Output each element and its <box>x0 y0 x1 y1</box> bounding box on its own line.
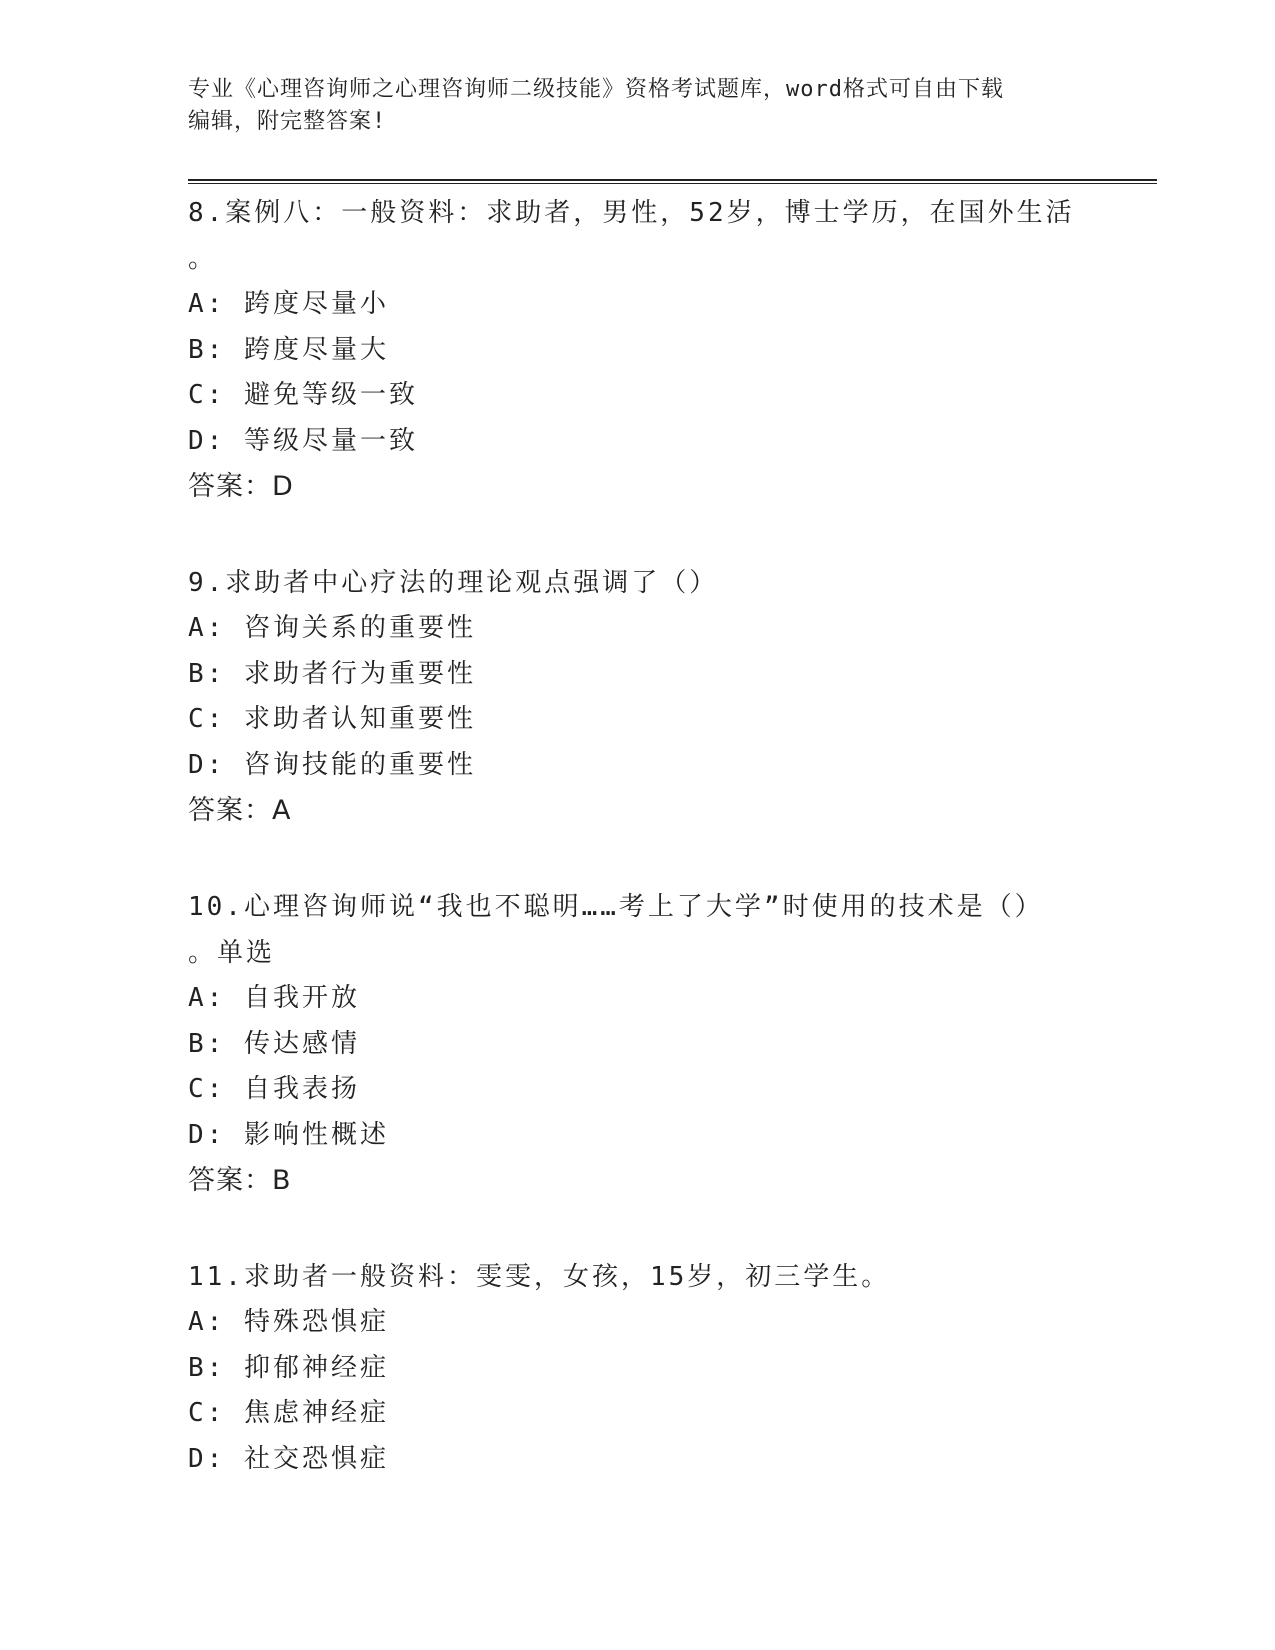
header-rule-thick <box>188 179 1157 181</box>
question-list <box>188 190 1108 1532</box>
question-text: 9.求助者中心疗法的理论观点强调了（） <box>188 568 719 598</box>
question-text-continued: 。 <box>188 244 218 274</box>
option-b: B: 传达感情 <box>188 1028 360 1059</box>
answer: 答案：B <box>188 1165 292 1196</box>
option-d: D: 社交恐惧症 <box>188 1443 389 1474</box>
question-10 <box>188 884 1108 1204</box>
option-c: C: 求助者认知重要性 <box>188 704 476 734</box>
option-c: C: 自我表扬 <box>188 1074 360 1104</box>
option-a: A: 自我开放 <box>188 983 360 1013</box>
answer: 答案：A <box>188 795 292 826</box>
question-text: 11.求助者一般资料：雯雯，女孩，15岁，初三学生。 <box>188 1262 891 1292</box>
answer: 答案：D <box>188 471 294 502</box>
option-c: C: 避免等级一致 <box>188 380 418 410</box>
header-line-1: 专业《心理咨询师之心理咨询师二级技能》资格考试题库，word格式可自由下载 <box>188 77 1004 102</box>
option-d: D: 影响性概述 <box>188 1119 389 1150</box>
option-b: B: 求助者行为重要性 <box>188 658 476 689</box>
option-a: A: 特殊恐惧症 <box>188 1307 389 1337</box>
header-rule-thin <box>188 183 1157 184</box>
header-line-2: 编辑，附完整答案! <box>188 109 387 134</box>
question-text-continued: 。单选 <box>188 938 276 968</box>
option-b: B: 跨度尽量大 <box>188 334 389 365</box>
option-a: A: 咨询关系的重要性 <box>188 613 476 643</box>
option-d: D: 咨询技能的重要性 <box>188 749 476 780</box>
option-a: A: 跨度尽量小 <box>188 289 389 319</box>
option-c: C: 焦虑神经症 <box>188 1398 389 1428</box>
question-text: 10.心理咨询师说“我也不聪明……考上了大学”时使用的技术是（） <box>188 892 1044 922</box>
option-d: D: 等级尽量一致 <box>188 425 418 456</box>
question-8 <box>188 190 1108 510</box>
question-11 <box>188 1254 1108 1482</box>
option-b: B: 抑郁神经症 <box>188 1352 389 1383</box>
question-9 <box>188 560 1108 834</box>
question-text: 8.案例八：一般资料：求助者，男性，52岁，博士学历，在国外生活 <box>188 198 1075 228</box>
document-header <box>188 74 1088 138</box>
